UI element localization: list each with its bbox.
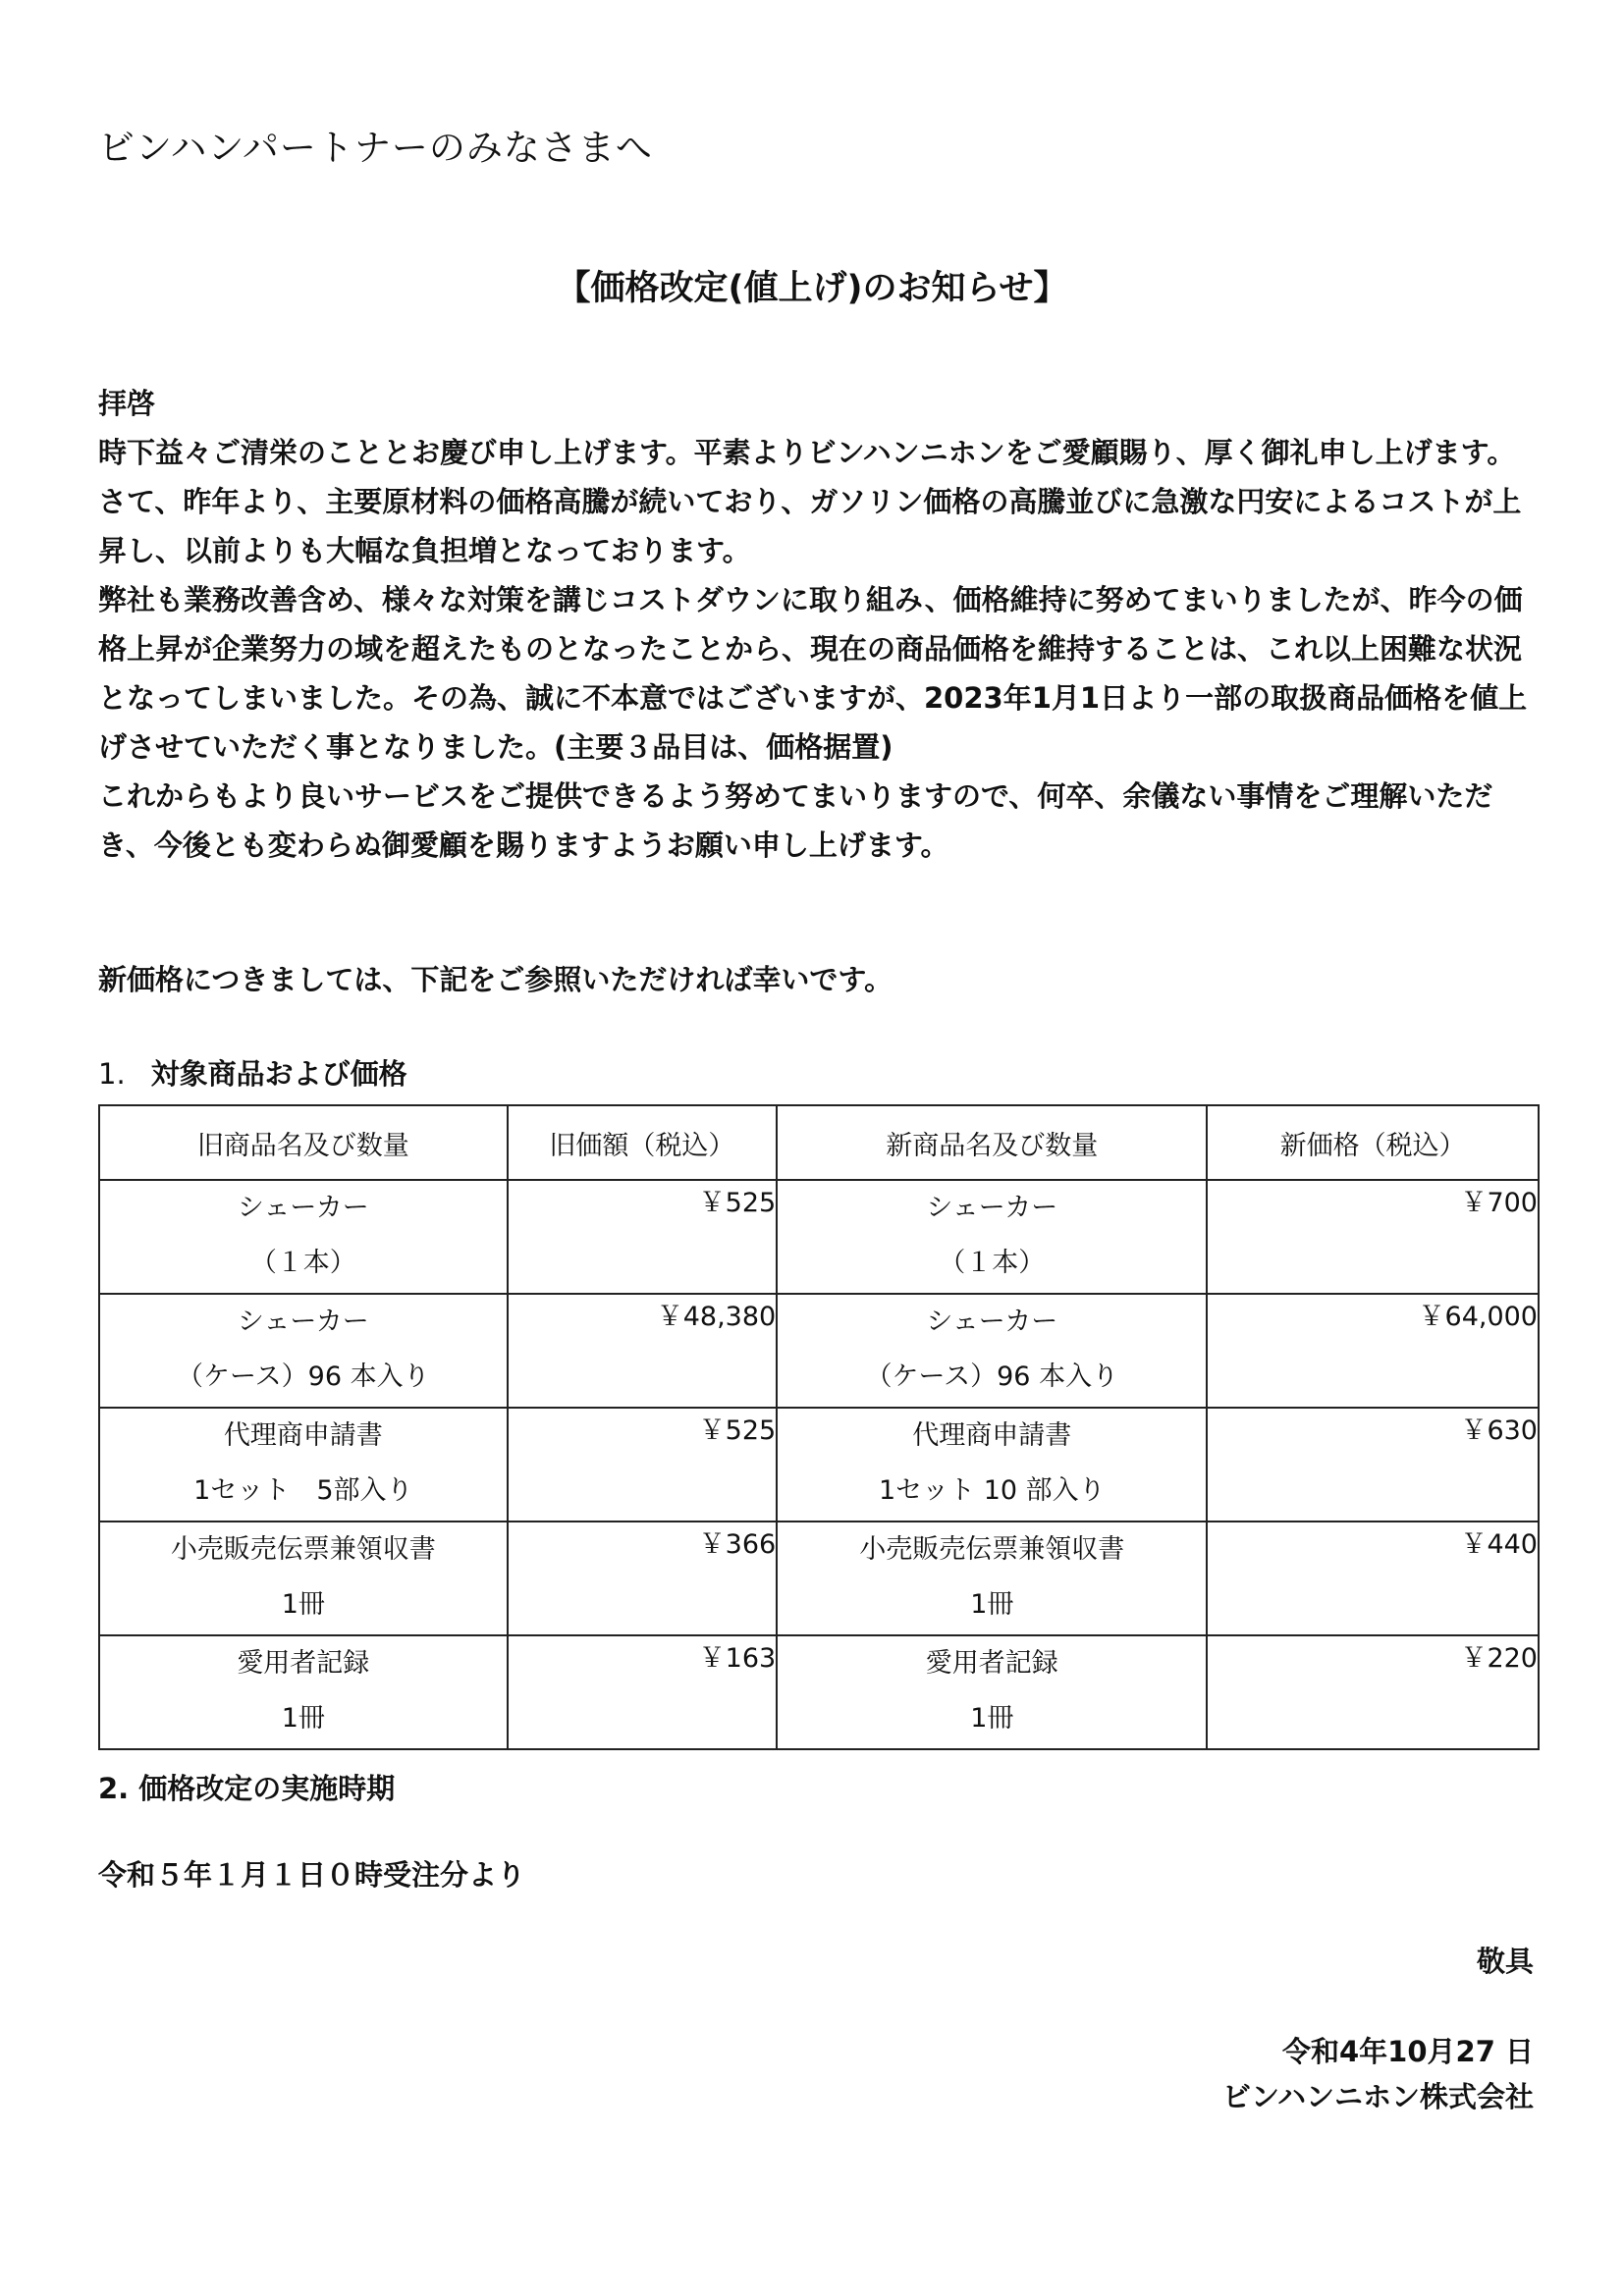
paragraph-request: これからもより良いサービスをご提供できるよう努めてまいりますので、何卒、余儀ない事情をご理解いただき、今後とも変わらぬ御愛顧を賜りますようお願い申し上げます。 bbox=[98, 779, 1493, 862]
header-new-price: 新価格（税込） bbox=[1207, 1105, 1539, 1180]
new-price-cell: ￥630 bbox=[1207, 1408, 1539, 1522]
old-item-name: シェーカー bbox=[237, 1307, 369, 1337]
table-row bbox=[99, 1635, 1539, 1749]
new-price-cell: ￥440 bbox=[1207, 1522, 1539, 1635]
new-price-cell: ￥700 bbox=[1207, 1180, 1539, 1294]
old-item-name: シェーカー bbox=[237, 1193, 369, 1223]
table-row bbox=[99, 1408, 1539, 1522]
table-row bbox=[99, 1180, 1539, 1294]
new-item-qty: （１本） bbox=[939, 1248, 1046, 1278]
old-price-cell: ￥163 bbox=[508, 1635, 778, 1749]
header-old-price: 旧価額（税込） bbox=[508, 1105, 778, 1180]
section-1-title: 対象商品および価格 bbox=[150, 1057, 407, 1091]
paragraph-cost-increase: さて、昨年より、主要原材料の価格高騰が続いており、ガソリン価格の高騰並びに急激な円安によるコストが上昇し、以前よりも大幅な負担増となっております。 bbox=[98, 485, 1522, 567]
old-item-cell bbox=[99, 1294, 508, 1408]
new-item-qty: 1冊 bbox=[970, 1703, 1014, 1734]
new-item-name: 愛用者記録 bbox=[925, 1648, 1058, 1679]
new-item-qty: （ケース）96 本入り bbox=[865, 1362, 1119, 1392]
old-item-cell bbox=[99, 1635, 508, 1749]
salutation: 拝啓 bbox=[98, 387, 156, 420]
old-item-qty: （ケース）96 本入り bbox=[177, 1362, 430, 1392]
old-item-cell bbox=[99, 1522, 508, 1635]
new-item-name: シェーカー bbox=[926, 1193, 1058, 1223]
old-item-cell bbox=[99, 1408, 508, 1522]
table-header-row bbox=[99, 1105, 1539, 1180]
effective-date: 令和５年１月１日０時受注分より bbox=[98, 1858, 526, 1892]
price-table bbox=[98, 1104, 1540, 1750]
old-item-qty: 1セット 5部入り bbox=[193, 1475, 413, 1506]
new-item-name: 代理商申請書 bbox=[912, 1420, 1072, 1451]
document-title: 【価格改定(値上げ)のお知らせ】 bbox=[556, 269, 1068, 308]
paragraph-price-revision: 弊社も業務改善含め、様々な対策を講じコストダウンに取り組み、価格維持に努めてまいりましたが、昨今の価格上昇が企業努力の域を超えたものとなったことから、現在の商品価格を維持することは、これ以上困難な状況となってしまいました。その為、誠に不本意ではございますが、2023年1月1日より一部の取扱商品価格を値上げさせていただく事となりました。(主要３品目は、価格据置) bbox=[98, 583, 1528, 764]
new-item-cell bbox=[777, 1180, 1207, 1294]
old-price-cell: ￥48,380 bbox=[508, 1294, 778, 1408]
old-item-cell bbox=[99, 1180, 508, 1294]
old-item-qty: （１本） bbox=[249, 1248, 356, 1278]
closing-salutation: 敬具 bbox=[1476, 1945, 1534, 1978]
old-price-cell: ￥525 bbox=[508, 1180, 778, 1294]
new-item-qty: 1冊 bbox=[970, 1589, 1014, 1620]
old-item-qty: 1冊 bbox=[281, 1703, 325, 1734]
header-old-name: 旧商品名及び数量 bbox=[99, 1105, 508, 1180]
new-price-cell: ￥220 bbox=[1207, 1635, 1539, 1749]
new-item-cell bbox=[777, 1635, 1207, 1749]
old-price-cell: ￥525 bbox=[508, 1408, 778, 1522]
header-new-name: 新商品名及び数量 bbox=[777, 1105, 1207, 1180]
table-row bbox=[99, 1294, 1539, 1408]
new-item-qty: 1セット 10 部入り bbox=[878, 1475, 1106, 1506]
old-item-name: 代理商申請書 bbox=[223, 1420, 383, 1451]
section-1-heading bbox=[98, 1052, 407, 1093]
section-2-heading: 2. 価格改定の実施時期 bbox=[98, 1772, 396, 1805]
letter-body bbox=[98, 379, 1532, 870]
old-item-name: 愛用者記録 bbox=[237, 1648, 370, 1679]
table-row bbox=[99, 1522, 1539, 1635]
new-item-cell bbox=[777, 1522, 1207, 1635]
old-item-qty: 1冊 bbox=[281, 1589, 325, 1620]
new-item-name: シェーカー bbox=[926, 1307, 1058, 1337]
section-1-number: 1. bbox=[98, 1057, 126, 1091]
old-item-name: 小売販売伝票兼領収書 bbox=[170, 1534, 436, 1565]
paragraph-greeting: 時下益々ご清栄のこととお慶び申し上げます。平素よりビンハンニホンをご愛顧賜り、厚く御礼申し上げます。 bbox=[98, 436, 1516, 469]
new-item-name: 小売販売伝票兼領収書 bbox=[859, 1534, 1125, 1565]
reference-note: 新価格につきましては、下記をご参照いただければ幸いです。 bbox=[98, 963, 893, 996]
new-item-cell bbox=[777, 1408, 1207, 1522]
old-price-cell: ￥366 bbox=[508, 1522, 778, 1635]
issue-date: 令和4年10月27 日 bbox=[1282, 2035, 1534, 2068]
new-item-cell bbox=[777, 1294, 1207, 1408]
company-name: ビンハンニホン株式会社 bbox=[1222, 2080, 1534, 2113]
new-price-cell: ￥64,000 bbox=[1207, 1294, 1539, 1408]
addressee: ビンハンパートナーのみなさまへ bbox=[98, 127, 653, 169]
